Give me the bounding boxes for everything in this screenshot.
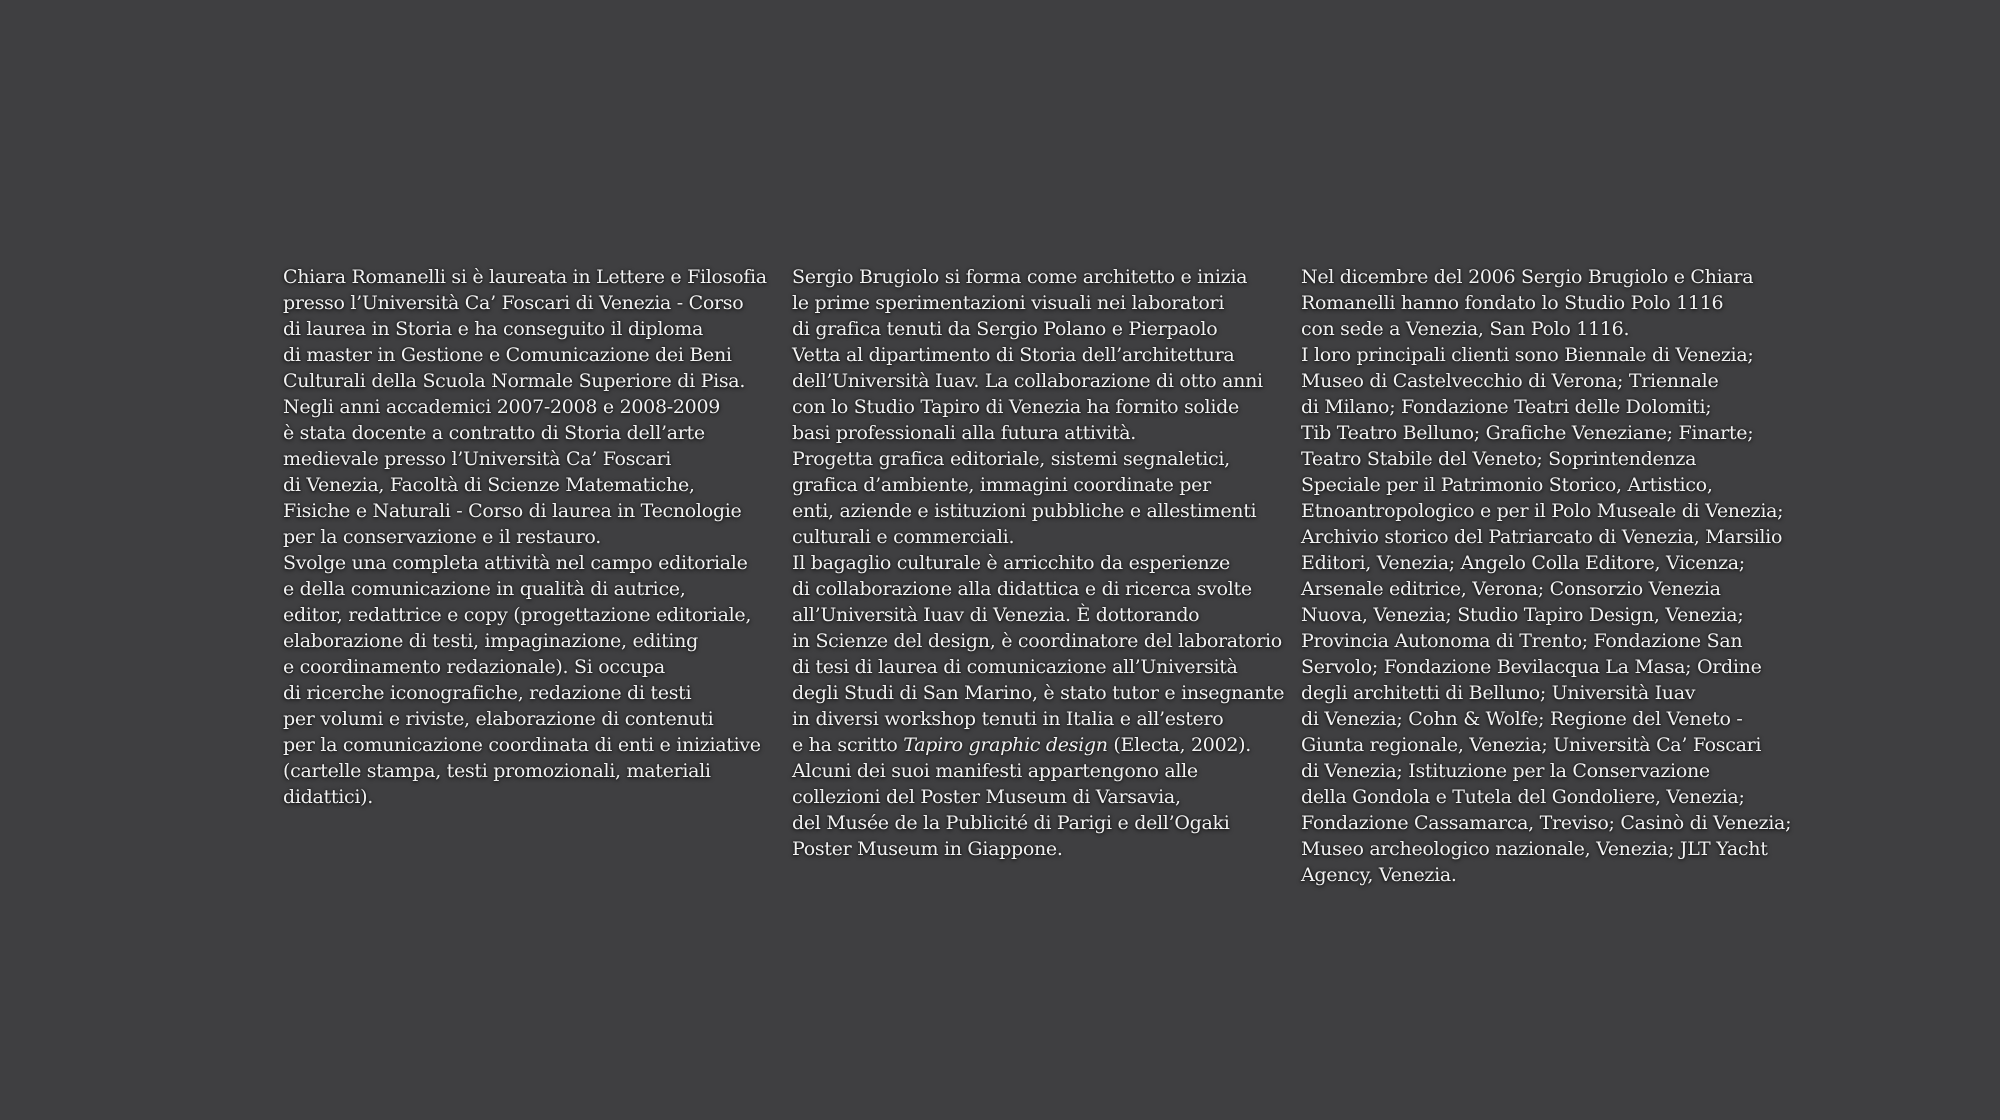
- text-line: in Scienze del design, è coordinatore del laboratorio: [792, 630, 1282, 652]
- text-line: di Milano; Fondazione Teatri delle Dolomiti;: [1301, 396, 1712, 418]
- text-line: di grafica tenuti da Sergio Polano e Pierpaolo: [792, 318, 1218, 340]
- text-line: Servolo; Fondazione Bevilacqua La Masa; Ordine: [1301, 656, 1762, 678]
- text-line: per la conservazione e il restauro.: [283, 526, 601, 548]
- text-line: Fisiche e Naturali - Corso di laurea in Tecnologie: [283, 500, 742, 522]
- text-column-romanelli: [283, 264, 767, 810]
- book-suffix: (Electa, 2002).: [1107, 734, 1252, 756]
- text-line: Vetta al dipartimento di Storia dell’architettura: [792, 344, 1235, 366]
- text-line: Negli anni accademici 2007-2008 e 2008-2009: [283, 396, 721, 418]
- text-line: della Gondola e Tutela del Gondoliere, Venezia;: [1301, 786, 1745, 808]
- text-line: è stata docente a contratto di Storia dell’arte: [283, 422, 705, 444]
- text-line: Chiara Romanelli si è laureata in Lettere e Filosofia: [283, 266, 767, 288]
- text-line: di ricerche iconografiche, redazione di testi: [283, 682, 692, 704]
- text-line: per la comunicazione coordinata di enti e iniziative: [283, 734, 761, 756]
- text-line: Giunta regionale, Venezia; Università Ca’ Foscari: [1301, 734, 1762, 756]
- text-line: Tib Teatro Belluno; Grafiche Veneziane; Finarte;: [1301, 422, 1754, 444]
- text-line: Progetta grafica editoriale, sistemi segnaletici,: [792, 448, 1230, 470]
- text-line: (cartelle stampa, testi promozionali, materiali: [283, 760, 711, 782]
- text-line: Alcuni dei suoi manifesti appartengono alle: [792, 760, 1198, 782]
- text-line: degli Studi di San Marino, è stato tutor e insegnante: [792, 682, 1285, 704]
- text-line: Il bagaglio culturale è arricchito da esperienze: [792, 552, 1230, 574]
- text-line: didattici).: [283, 786, 373, 808]
- text-line: elaborazione di testi, impaginazione, editing: [283, 630, 698, 652]
- text-line: e coordinamento redazionale). Si occupa: [283, 656, 665, 678]
- text-line: Poster Museum in Giappone.: [792, 838, 1063, 860]
- text-line: grafica d’ambiente, immagini coordinate per: [792, 474, 1211, 496]
- book-prefix: e ha scritto: [792, 734, 904, 756]
- text-line: con sede a Venezia, San Polo 1116.: [1301, 318, 1630, 340]
- text-line: Sergio Brugiolo si forma come architetto e inizia: [792, 266, 1248, 288]
- text-line: Museo archeologico nazionale, Venezia; JLT Yacht: [1301, 838, 1768, 860]
- text-line: editor, redattrice e copy (progettazione editoriale,: [283, 604, 752, 626]
- text-line: Museo di Castelvecchio di Verona; Triennale: [1301, 370, 1719, 392]
- text-column-studio: [1301, 264, 1792, 888]
- text-line-book: [792, 732, 1262, 758]
- text-line: Etnoantropologico e per il Polo Museale di Venezia;: [1301, 500, 1784, 522]
- text-line: di Venezia, Facoltà di Scienze Matematiche,: [283, 474, 695, 496]
- text-line: I loro principali clienti sono Biennale di Venezia;: [1301, 344, 1754, 366]
- text-line: presso l’Università Ca’ Foscari di Venezia - Corso: [283, 292, 744, 314]
- text-line: Svolge una completa attività nel campo editoriale: [283, 552, 748, 574]
- text-line: medievale presso l’Università Ca’ Foscari: [283, 448, 672, 470]
- text-line: di Venezia; Cohn & Wolfe; Regione del Veneto -: [1301, 708, 1743, 730]
- text-line: Fondazione Cassamarca, Treviso; Casinò di Venezia;: [1301, 812, 1792, 834]
- text-line: Speciale per il Patrimonio Storico, Artistico,: [1301, 474, 1713, 496]
- text-line: Nel dicembre del 2006 Sergio Brugiolo e Chiara: [1301, 266, 1754, 288]
- text-line: Provincia Autonoma di Trento; Fondazione San: [1301, 630, 1743, 652]
- book-title: Tapiro graphic design: [903, 734, 1108, 756]
- text-line: per volumi e riviste, elaborazione di contenuti: [283, 708, 714, 730]
- text-line: enti, aziende e istituzioni pubbliche e allestimenti: [792, 500, 1257, 522]
- text-column-brugiolo: [792, 264, 1285, 862]
- text-line: Nuova, Venezia; Studio Tapiro Design, Venezia;: [1301, 604, 1744, 626]
- text-line: Arsenale editrice, Verona; Consorzio Venezia: [1301, 578, 1721, 600]
- text-line: Agency, Venezia.: [1301, 864, 1457, 886]
- text-line: di tesi di laurea di comunicazione all’Università: [792, 656, 1238, 678]
- text-line: culturali e commerciali.: [792, 526, 1015, 548]
- text-line: con lo Studio Tapiro di Venezia ha fornito solide: [792, 396, 1239, 418]
- text-line: all’Università Iuav di Venezia. È dottorando: [792, 604, 1200, 626]
- text-line: Archivio storico del Patriarcato di Venezia, Marsilio: [1301, 526, 1783, 548]
- text-line: di collaborazione alla didattica e di ricerca svolte: [792, 578, 1252, 600]
- text-line: le prime sperimentazioni visuali nei laboratori: [792, 292, 1225, 314]
- text-line: Teatro Stabile del Veneto; Soprintendenza: [1301, 448, 1697, 470]
- text-line: Romanelli hanno fondato lo Studio Polo 1116: [1301, 292, 1724, 314]
- text-line: degli architetti di Belluno; Università Iuav: [1301, 682, 1696, 704]
- text-line: di master in Gestione e Comunicazione dei Beni: [283, 344, 732, 366]
- text-line: Editori, Venezia; Angelo Colla Editore, Vicenza;: [1301, 552, 1745, 574]
- text-line: di laurea in Storia e ha conseguito il diploma: [283, 318, 704, 340]
- text-line: collezioni del Poster Museum di Varsavia,: [792, 786, 1181, 808]
- text-line: del Musée de la Publicité di Parigi e dell’Ogaki: [792, 812, 1230, 834]
- text-line: in diversi workshop tenuti in Italia e all’estero: [792, 708, 1224, 730]
- text-line: e della comunicazione in qualità di autrice,: [283, 578, 686, 600]
- text-line: Culturali della Scuola Normale Superiore di Pisa.: [283, 370, 746, 392]
- text-line: di Venezia; Istituzione per la Conservazione: [1301, 760, 1710, 782]
- text-line: dell’Università Iuav. La collaborazione di otto anni: [792, 370, 1263, 392]
- text-line: basi professionali alla futura attività.: [792, 422, 1137, 444]
